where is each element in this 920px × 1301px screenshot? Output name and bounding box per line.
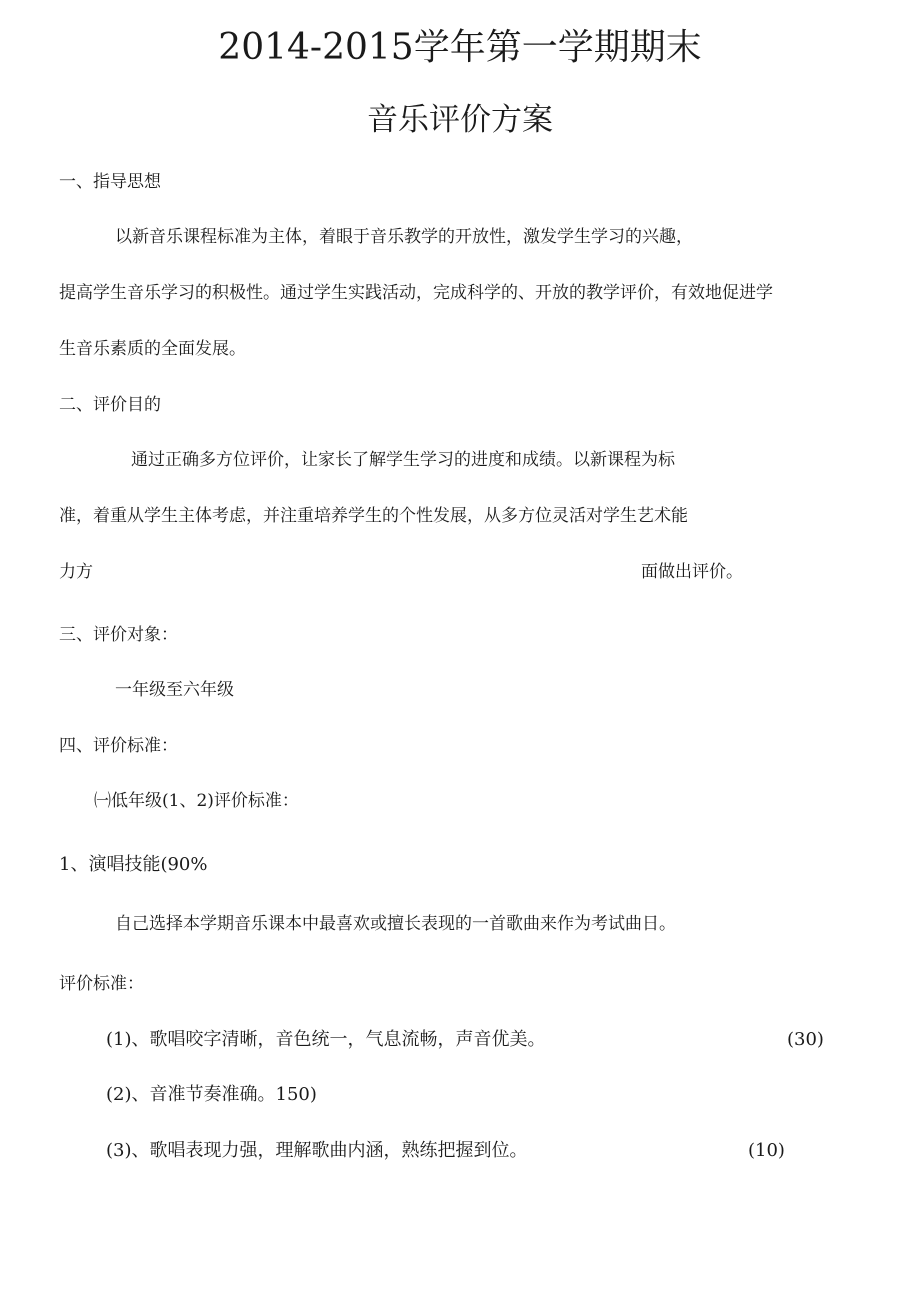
criteria-item-1-score: (30): [787, 1029, 824, 1050]
section4-sub-heading: ㈠低年级(1、2)评价标准：: [94, 791, 299, 811]
criteria-item-3-score: (10): [748, 1140, 785, 1161]
section2-paragraph-line3-right: 面做出评价。: [641, 562, 743, 582]
criteria-label: 评价标准：: [59, 974, 144, 994]
section1-paragraph-line2: 提高学生音乐学习的积极性。通过学生实践活动，完成科学的、开放的教学评价，有效地促进学: [59, 283, 773, 303]
item1-description: 自己选择本学期音乐课本中最喜欢或擅长表现的一首歌曲来作为考试曲日。: [115, 914, 676, 934]
section2-paragraph-line1: 通过正确多方位评价，让家长了解学生学习的进度和成绩。以新课程为标: [131, 450, 675, 470]
section3-heading: 三、评价对象：: [59, 625, 178, 645]
criteria-item-2: (2)、音准节奏准确。150): [106, 1084, 317, 1105]
section2-paragraph-line3-left: 力方: [59, 562, 93, 582]
criteria-item-1: (1)、歌唱咬字清晰，音色统一，气息流畅，声音优美。: [106, 1029, 546, 1050]
section2-paragraph-line2: 准，着重从学生主体考虑，并注重培养学生的个性发展，从多方位灵活对学生艺术能: [59, 506, 688, 526]
section2-heading: 二、评价目的: [59, 395, 161, 415]
section1-paragraph-line1: 以新音乐课程标准为主体，着眼于音乐教学的开放性，激发学生学习的兴趣，: [115, 227, 693, 247]
section1-paragraph-line3: 生音乐素质的全面发展。: [59, 339, 246, 359]
section3-content: 一年级至六年级: [115, 680, 234, 700]
item1-heading: 1、演唱技能(90%: [59, 854, 208, 875]
document-subtitle: 音乐评价方案: [367, 102, 553, 138]
document-title: 2014-2015学年第一学期期末: [218, 27, 702, 68]
criteria-item-3: (3)、歌唱表现力强，理解歌曲内涵，熟练把握到位。: [106, 1140, 528, 1161]
section4-heading: 四、评价标准：: [59, 736, 178, 756]
section1-heading: 一、指导思想: [59, 172, 161, 192]
